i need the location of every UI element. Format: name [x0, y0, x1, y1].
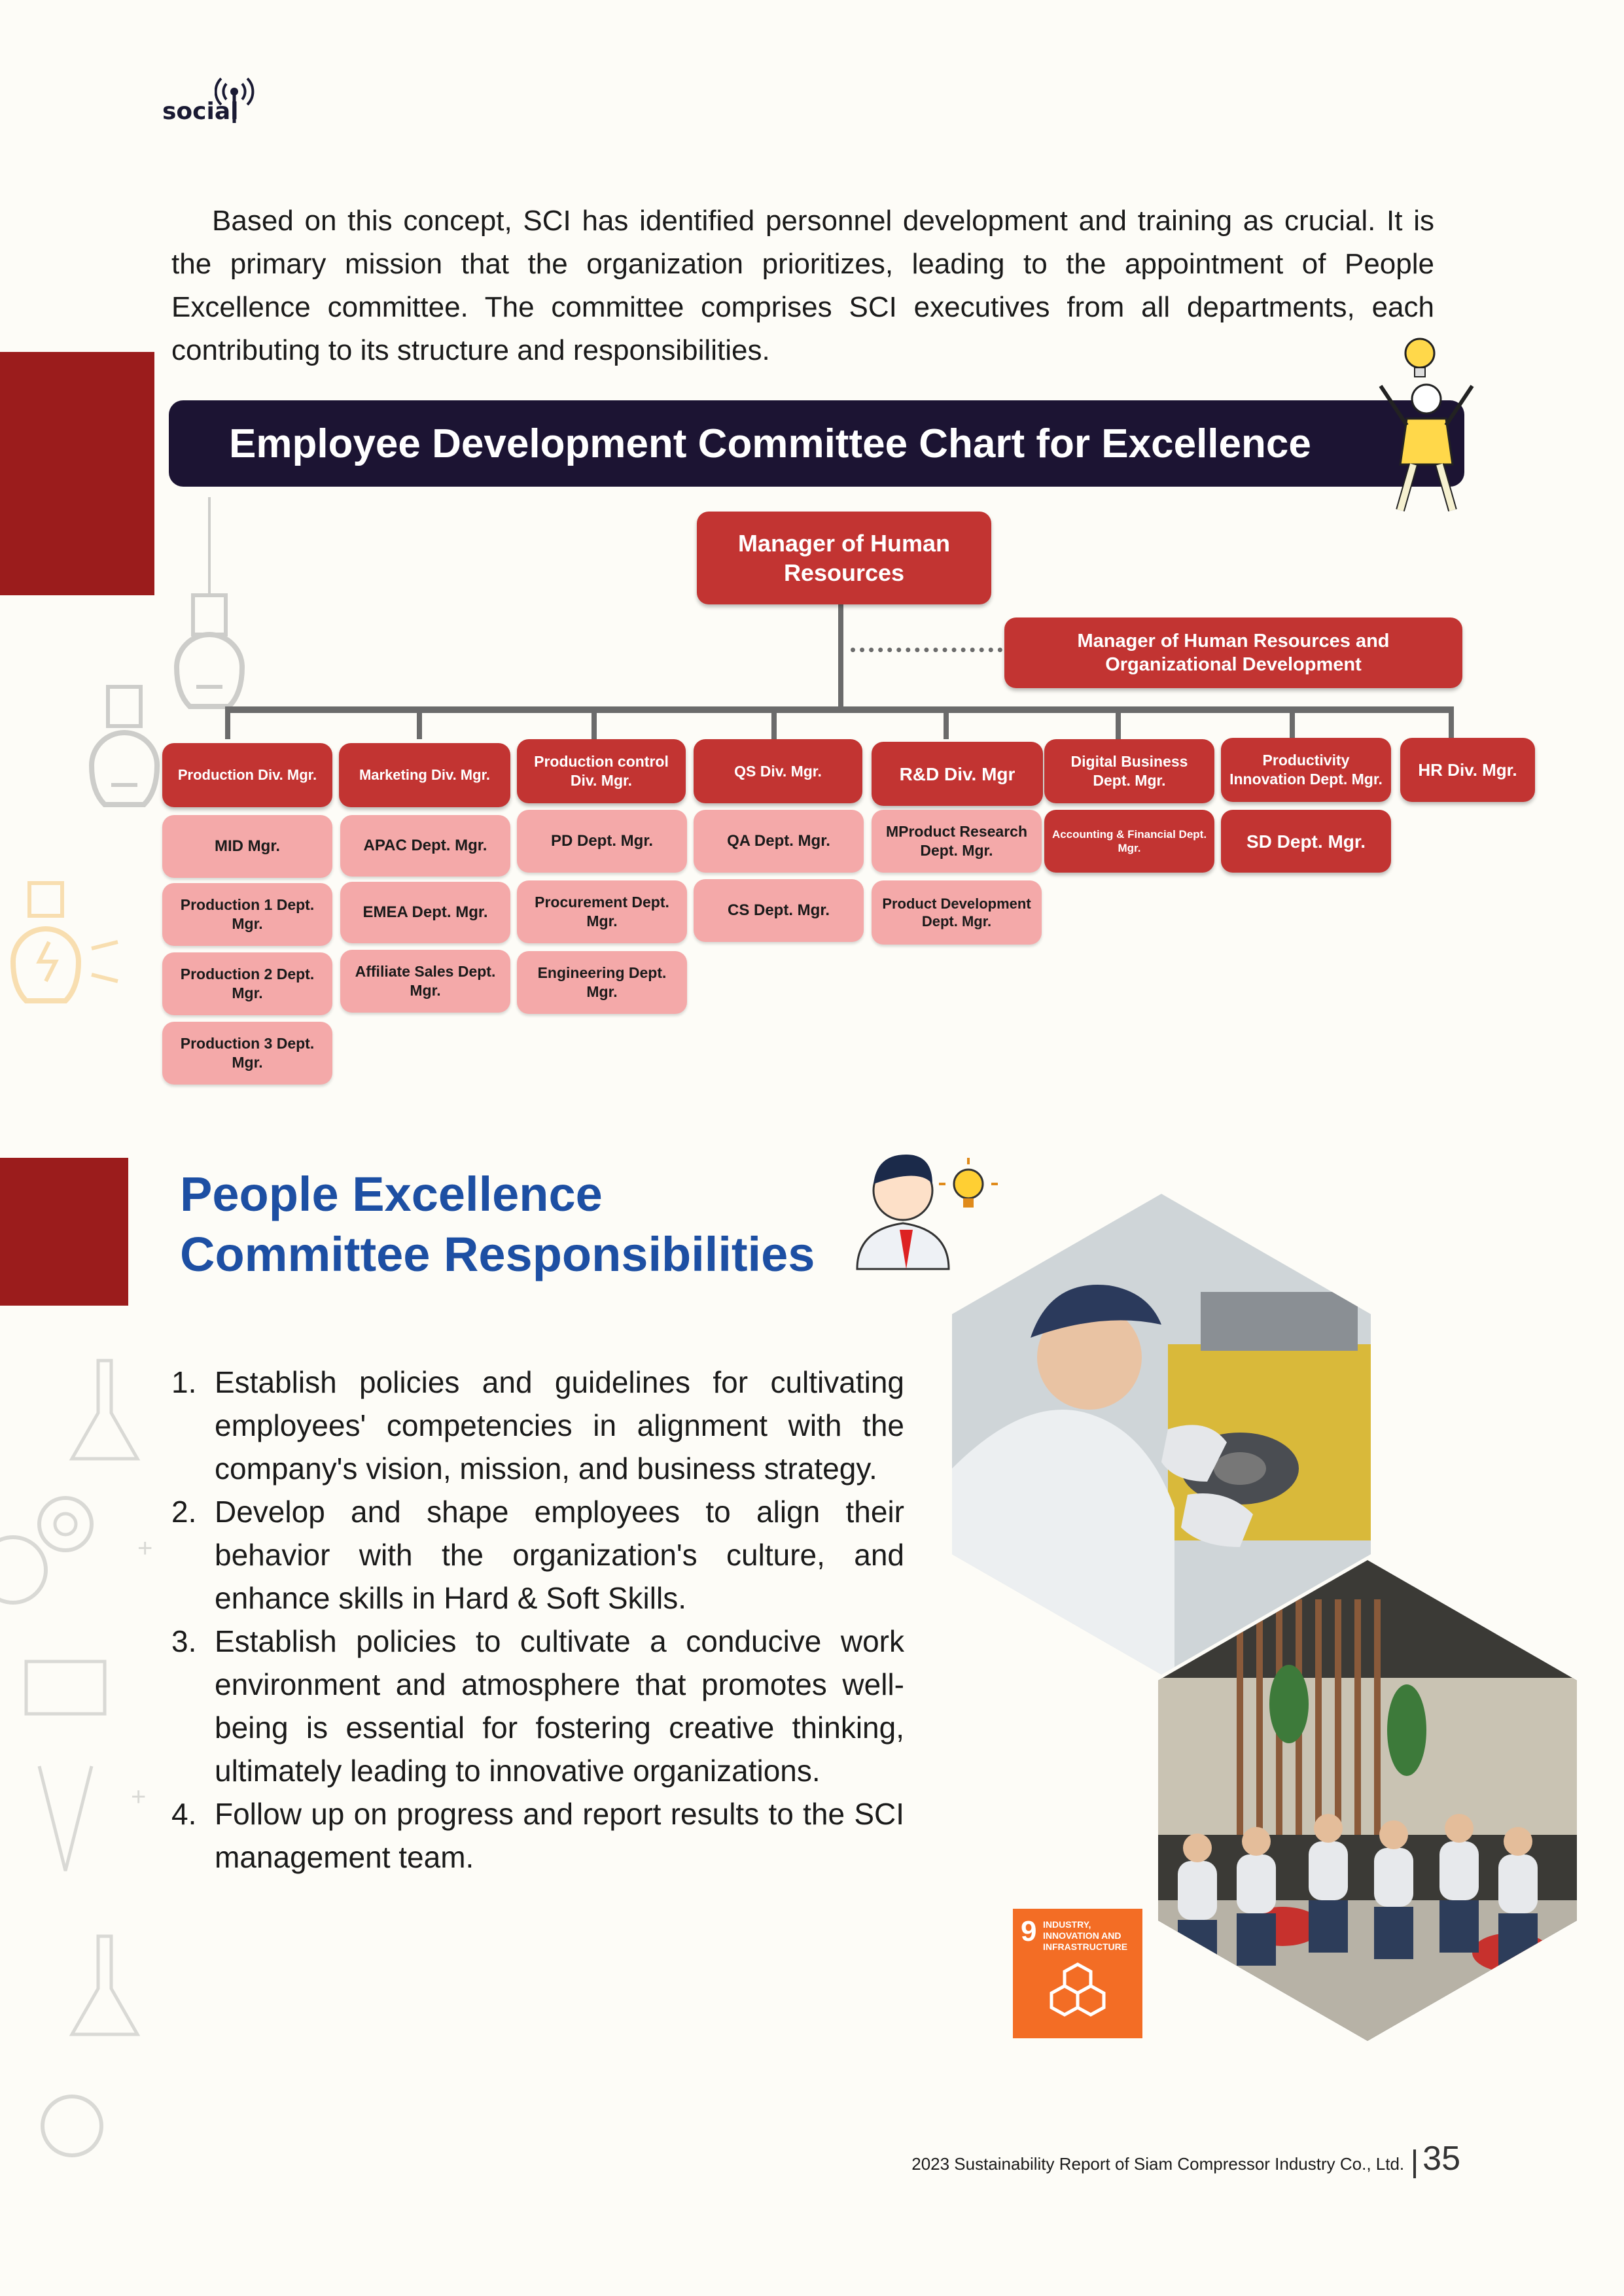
cubes-icon — [1042, 1961, 1114, 2026]
dept-box: MID Mgr. — [162, 815, 332, 878]
connector-line — [417, 706, 422, 739]
chart-title: Employee Development Committee Chart for Excellence — [229, 421, 1311, 466]
sdg-label: INDUSTRY, INNOVATION AND INFRASTRUCTURE — [1043, 1919, 1128, 1952]
dept-box: MProduct Research Dept. Mgr. — [872, 810, 1042, 873]
footer-text: 2023 Sustainability Report of Siam Compressor Industry Co., Ltd. — [911, 2154, 1405, 2174]
connector-line — [771, 706, 777, 739]
dept-box: SD Dept. Mgr. — [1221, 810, 1391, 873]
signal-icon — [215, 72, 267, 124]
list-item: 1. Establish policies and guidelines for cultivating employees' competencies in alignment with the company's vision, mission, and business strategy. — [171, 1365, 904, 1486]
dept-box: APAC Dept. Mgr. — [340, 815, 510, 877]
dept-box: Affiliate Sales Dept. Mgr. — [340, 950, 510, 1013]
dept-box: EMEA Dept. Mgr. — [340, 882, 510, 943]
dept-box: Product Development Dept. Mgr. — [872, 880, 1042, 945]
list-item: 3. Establish policies to cultivate a conducive work environment and atmosphere that promotes well-being is essential for fostering creative thinking, ultimately leading to innovative organizations. — [171, 1624, 904, 1788]
dotted-connector — [851, 648, 1002, 652]
division-head-digital-business: Digital Business Dept. Mgr. — [1044, 739, 1214, 803]
division-head-rnd: R&D Div. Mgr — [872, 742, 1043, 806]
connector-line — [225, 706, 230, 739]
science-doodles-icon — [0, 1308, 170, 2191]
dept-box: Production 1 Dept. Mgr. — [162, 883, 332, 946]
responsibilities-list — [171, 1361, 904, 1879]
office-team-photo — [1158, 1560, 1577, 2041]
intro-paragraph: Based on this concept, SCI has identified personnel development and training as crucial. It is the primary mission that the organization prioritizes, leading to the appointment of People Excellence committee. The committee comprises SCI executives from all departments, each contributing to its structure and responsibilities. — [171, 205, 1434, 366]
dept-box: Production 3 Dept. Mgr. — [162, 1022, 332, 1085]
division-head-productivity: Productivity Innovation Dept. Mgr. — [1221, 738, 1391, 802]
division-head-hr: HR Div. Mgr. — [1400, 738, 1535, 802]
red-accent-block-bottom — [0, 1158, 128, 1306]
division-head-marketing: Marketing Div. Mgr. — [339, 743, 510, 807]
divider — [1413, 2149, 1416, 2178]
connector-line — [944, 706, 949, 739]
top-manager-box: Manager of Human Resources — [697, 512, 991, 604]
dept-box: Production 2 Dept. Mgr. — [162, 952, 332, 1015]
dept-box: PD Dept. Mgr. — [517, 810, 687, 873]
dept-box: Engineering Dept. Mgr. — [517, 951, 687, 1014]
page-footer — [911, 2139, 1460, 2178]
list-item: 2. Develop and shape employees to align their behavior with the organization's culture, and enhance skills in Hard & Soft Skills. — [171, 1495, 904, 1615]
lightbulb-icon — [72, 674, 177, 870]
division-head-production: Production Div. Mgr. — [162, 743, 332, 807]
dept-box: QA Dept. Mgr. — [694, 810, 864, 873]
dept-box: CS Dept. Mgr. — [694, 879, 864, 942]
connector-line — [838, 602, 843, 709]
connector-line — [591, 706, 597, 739]
sdg-9-badge — [1013, 1909, 1142, 2038]
connector-line — [226, 706, 1454, 713]
responsibilities-title: People Excellence Committee Responsibilities — [180, 1167, 815, 1281]
page-number: 35 — [1422, 2140, 1460, 2178]
list-item: 4. Follow up on progress and report results to the SCI management team. — [171, 1797, 904, 1874]
red-accent-block-top — [0, 352, 154, 595]
chart-title-banner — [169, 400, 1464, 487]
svg-text:+: + — [131, 1783, 147, 1811]
connector-line — [1116, 706, 1121, 739]
person-idea-illustration — [1361, 327, 1492, 523]
dept-box: Accounting & Financial Dept. Mgr. — [1044, 810, 1214, 873]
section-label: social — [162, 98, 238, 125]
division-head-qs: QS Div. Mgr. — [694, 739, 862, 803]
division-head-production-control: Production control Div. Mgr. — [517, 739, 686, 803]
connector-line — [1449, 706, 1454, 739]
dept-box: Procurement Dept. Mgr. — [517, 880, 687, 943]
svg-text:+: + — [137, 1534, 153, 1563]
sdg-number: 9 — [1021, 1915, 1037, 1947]
lightbulb-icon — [0, 877, 131, 1060]
side-manager-box: Manager of Human Resources and Organizational Development — [1004, 617, 1462, 688]
connector-line — [1290, 706, 1295, 739]
